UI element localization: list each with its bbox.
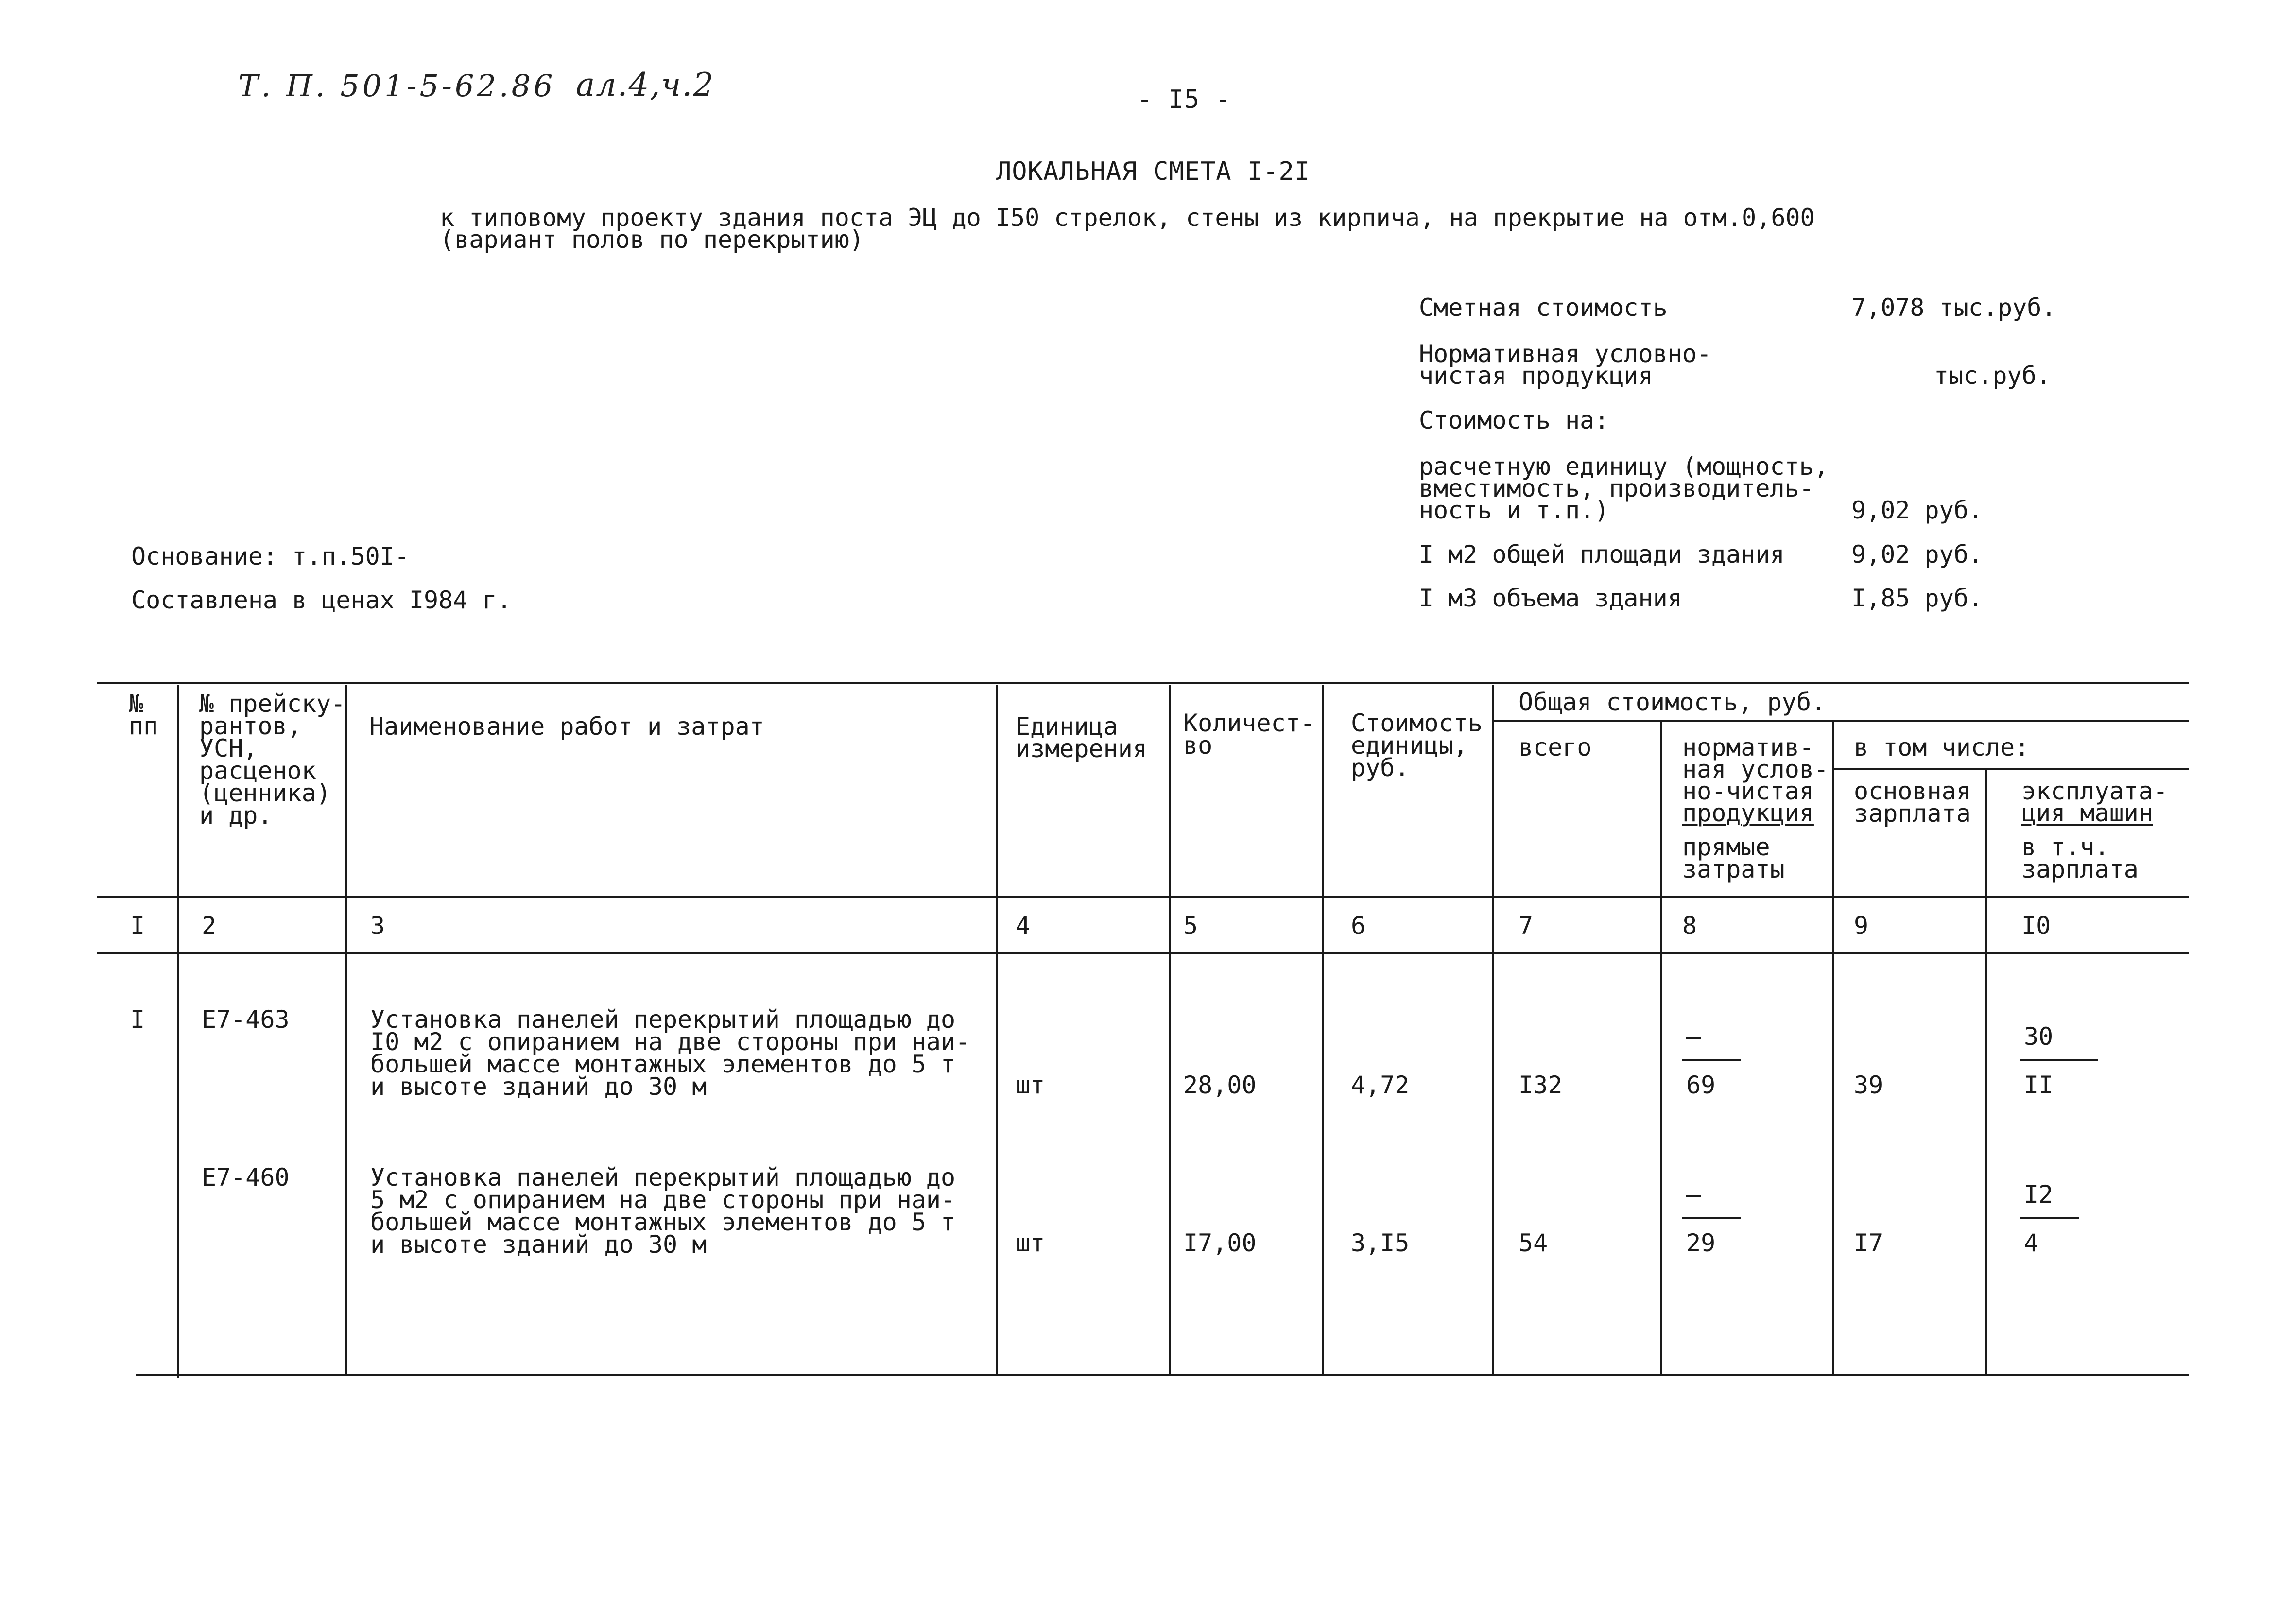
prices-year-label: Составлена в ценах I984 г. — [131, 586, 512, 614]
row-unit-cost: 3,I5 — [1351, 1229, 1410, 1257]
header-net-line-3: но-чистая — [1682, 777, 1814, 805]
header-base-wage: основная зарплата — [1854, 777, 1971, 828]
colnum-8: 8 — [1682, 912, 1697, 940]
row-base-wage: I7 — [1854, 1229, 1883, 1257]
document-title: ЛОКАЛЬНАЯ СМЕТА I-2I — [996, 157, 1311, 186]
normative-label-line-2: чистая продукция — [1419, 362, 1653, 390]
header-quantity: Количест- во — [1183, 709, 1315, 760]
page-number: - I5 - — [1137, 85, 1231, 114]
unit-label-line-1: расчетную единицу (мощность, — [1419, 452, 1829, 481]
colnum-4: 4 — [1016, 912, 1031, 940]
fraction-line — [2020, 1059, 2098, 1061]
row-machine-cost: 30 — [2024, 1022, 2054, 1051]
table-bottom-rule — [136, 1374, 2189, 1376]
colnum-2: 2 — [202, 912, 217, 940]
row-net-product: – — [1686, 1022, 1701, 1051]
column-numbers-rule — [97, 952, 2189, 954]
header-direct-costs: прямые затраты — [1682, 833, 1785, 883]
header-total-group: Общая стоимость, руб. — [1519, 688, 1826, 716]
colnum-3: 3 — [370, 912, 385, 940]
total-group-rule — [1492, 720, 2189, 722]
header-machines-line-2: ция машин — [2021, 799, 2153, 827]
row-unit: шт — [1016, 1071, 1045, 1099]
col-divider-7 — [1660, 722, 1662, 1375]
row-base-wage: 39 — [1854, 1071, 1883, 1099]
header-net-line-4: продукция — [1682, 799, 1814, 827]
row-unit-cost: 4,72 — [1351, 1071, 1410, 1099]
header-machines-wage: в т.ч. зарплата — [2021, 833, 2139, 883]
row-work-name: Установка панелей перекрытий площадью до 5 м2 с опиранием на две стороны при наи- большей массе монтажных элементов до 5 т и высоте зданий до 30 м — [370, 1163, 956, 1259]
row-work-name: Установка панелей перекрытий площадью до I0 м2 с опиранием на две стороны при наи- большей массе монтажных элементов до 5 т и высоте зданий до 30 м — [370, 1005, 970, 1101]
incl-group-rule — [1832, 768, 2189, 770]
basis-label: Основание: т.п.50I- — [131, 542, 409, 570]
header-row-number: № пп — [129, 690, 158, 740]
area-label: I м2 общей площади здания — [1419, 540, 1785, 569]
colnum-1: I — [130, 912, 145, 940]
row-machine-wage: 4 — [2024, 1229, 2039, 1257]
col-divider-6 — [1492, 685, 1494, 1375]
row-total: 54 — [1519, 1229, 1548, 1257]
row-machine-wage: II — [2024, 1071, 2054, 1099]
area-value: 9,02 руб. — [1851, 540, 1983, 569]
col-divider-9 — [1985, 770, 1987, 1375]
estimated-cost-value: 7,078 тыс.руб. — [1851, 294, 2056, 322]
colnum-6: 6 — [1351, 912, 1366, 940]
unit-label-line-3: ность и т.п.) — [1419, 496, 1609, 524]
row-net-product: – — [1686, 1180, 1701, 1209]
row-unit: шт — [1016, 1229, 1045, 1257]
header-machines-line-1: эксплуата- — [2021, 777, 2168, 805]
normative-label-line-1: Нормативная условно- — [1419, 340, 1712, 368]
row-direct-costs: 29 — [1686, 1229, 1716, 1257]
colnum-10: I0 — [2021, 912, 2051, 940]
handwritten-album-ref: ал.4,ч.2 — [576, 66, 715, 104]
row-machine-cost: I2 — [2024, 1180, 2054, 1209]
cost-on-label: Стоимость на: — [1419, 406, 1609, 434]
unit-label-line-2: вместимость, производитель- — [1419, 474, 1814, 502]
col-divider-4 — [1169, 685, 1171, 1375]
header-incl-group: в том числе: — [1854, 733, 2030, 761]
header-price-list: № прейску- рантов, УСН, расценок (ценника) и др. — [199, 690, 346, 829]
fraction-line — [1682, 1217, 1741, 1219]
table-top-rule — [97, 682, 2189, 684]
row-total: I32 — [1519, 1071, 1563, 1099]
col-divider-3 — [996, 685, 998, 1375]
row-quantity: 28,00 — [1183, 1071, 1257, 1099]
fraction-line — [1682, 1059, 1741, 1061]
colnum-9: 9 — [1854, 912, 1869, 940]
header-work-name: Наименование работ и затрат — [369, 712, 764, 741]
header-bottom-rule — [97, 896, 2189, 898]
header-unit: Единица измерения — [1016, 712, 1147, 763]
header-unit-cost: Стоимость единицы, руб. — [1351, 709, 1483, 782]
document-subtitle-line-2: (вариант полов по перекрытию) — [440, 225, 864, 254]
col-divider-1 — [177, 685, 179, 1378]
colnum-7: 7 — [1519, 912, 1534, 940]
row-direct-costs: 69 — [1686, 1071, 1716, 1099]
volume-value: I,85 руб. — [1851, 584, 1983, 612]
col-divider-5 — [1322, 685, 1324, 1375]
row-quantity: I7,00 — [1183, 1229, 1257, 1257]
col-divider-8 — [1832, 722, 1834, 1375]
volume-label: I м3 объема здания — [1419, 584, 1682, 612]
header-net-line-2: ная услов- — [1682, 755, 1829, 783]
row-price-code: Е7-463 — [202, 1005, 290, 1034]
colnum-5: 5 — [1183, 912, 1198, 940]
fraction-line — [2020, 1217, 2079, 1219]
header-net-line-1: норматив- — [1682, 733, 1814, 761]
normative-value: тыс.руб. — [1934, 362, 2051, 390]
document-subtitle-line-1: к типовому проекту здания поста ЭЦ до I50 стрелок, стены из кирпича, на прекрытие на отм.0,600 — [440, 204, 1815, 232]
header-total: всего — [1519, 733, 1592, 761]
handwritten-project-ref: Т. П. 501-5-62.86 — [238, 68, 556, 104]
row-number: I — [130, 1005, 145, 1034]
estimated-cost-label: Сметная стоимость — [1419, 294, 1668, 322]
unit-value: 9,02 руб. — [1851, 496, 1983, 524]
row-price-code: Е7-460 — [202, 1163, 290, 1192]
